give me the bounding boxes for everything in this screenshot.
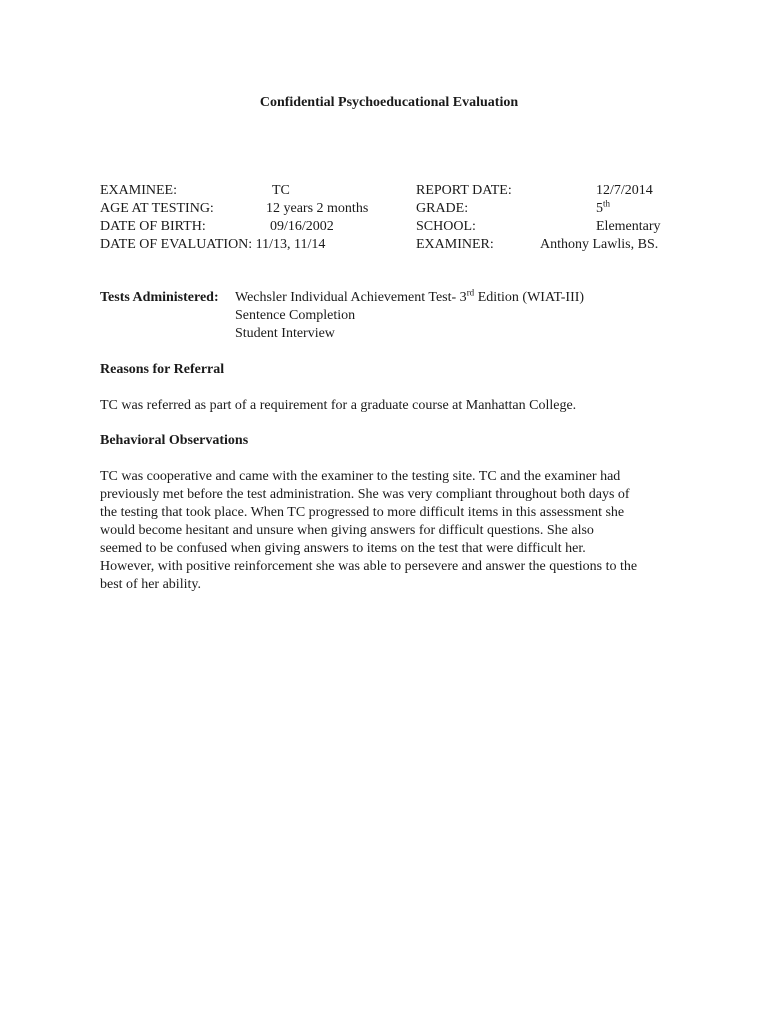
grade-label: GRADE: bbox=[416, 201, 469, 216]
test-item-wiat bbox=[235, 289, 584, 307]
test-item-wiat-sup: rd bbox=[466, 287, 475, 298]
info-row-examinee bbox=[100, 182, 680, 200]
info-row-dob bbox=[100, 218, 680, 236]
behavioral-observations-paragraph bbox=[100, 468, 690, 594]
info-row-evaluation bbox=[100, 236, 680, 254]
behavior-line: the testing that took place. When TC progressed to more difficult items in this assessment she bbox=[100, 505, 625, 520]
grade-suffix: th bbox=[603, 198, 611, 209]
report-date-label: REPORT DATE: bbox=[416, 183, 512, 198]
behavioral-observations-heading: Behavioral Observations bbox=[100, 433, 249, 448]
examiner-value: Anthony Lawlis, BS. bbox=[540, 237, 659, 252]
test-item-sentence-completion: Sentence Completion bbox=[235, 308, 356, 323]
grade-number: 5 bbox=[596, 201, 603, 216]
referral-text: TC was referred as part of a requirement for a graduate course at Manhattan College. bbox=[100, 398, 577, 413]
examinee-info-block bbox=[100, 182, 680, 254]
report-date-value: 12/7/2014 bbox=[596, 183, 653, 198]
tests-administered-label: Tests Administered: bbox=[100, 290, 219, 305]
behavior-line: TC was cooperative and came with the examiner to the testing site. TC and the examiner had bbox=[100, 469, 621, 484]
referral-heading: Reasons for Referral bbox=[100, 362, 225, 377]
behavior-line: would become hesitant and unsure when giving answers for difficult questions. She also bbox=[100, 523, 594, 538]
dob-value: 09/16/2002 bbox=[270, 219, 334, 234]
test-item-wiat-text: Wechsler Individual Achievement Test- 3 bbox=[235, 290, 467, 305]
grade-value bbox=[596, 200, 610, 218]
behavior-line: previously met before the test administration. She was very compliant throughout both days of bbox=[100, 487, 630, 502]
referral-paragraph bbox=[100, 397, 690, 415]
tests-list bbox=[235, 289, 584, 343]
dob-label: DATE OF BIRTH: bbox=[100, 219, 206, 234]
info-row-age bbox=[100, 200, 680, 218]
page-title: Confidential Psychoeducational Evaluation bbox=[259, 95, 519, 110]
behavior-line: seemed to be confused when giving answers to items on the test that were difficult her. bbox=[100, 541, 586, 556]
examinee-label: EXAMINEE: bbox=[100, 183, 177, 198]
behavior-line: However, with positive reinforcement she was able to persevere and answer the questions to the bbox=[100, 559, 638, 574]
test-item-student-interview: Student Interview bbox=[235, 326, 335, 341]
school-label: SCHOOL: bbox=[416, 219, 476, 234]
age-value: 12 years 2 months bbox=[266, 201, 369, 216]
evaluation-date-label: DATE OF EVALUATION: 11/13, 11/14 bbox=[100, 237, 326, 252]
test-item-wiat-edition: Edition (WIAT-III) bbox=[474, 290, 585, 305]
age-label: AGE AT TESTING: bbox=[100, 201, 214, 216]
examinee-value: TC bbox=[272, 183, 290, 198]
school-value: Elementary bbox=[596, 219, 661, 234]
behavior-line: best of her ability. bbox=[100, 577, 201, 592]
examiner-label: EXAMINER: bbox=[416, 237, 494, 252]
